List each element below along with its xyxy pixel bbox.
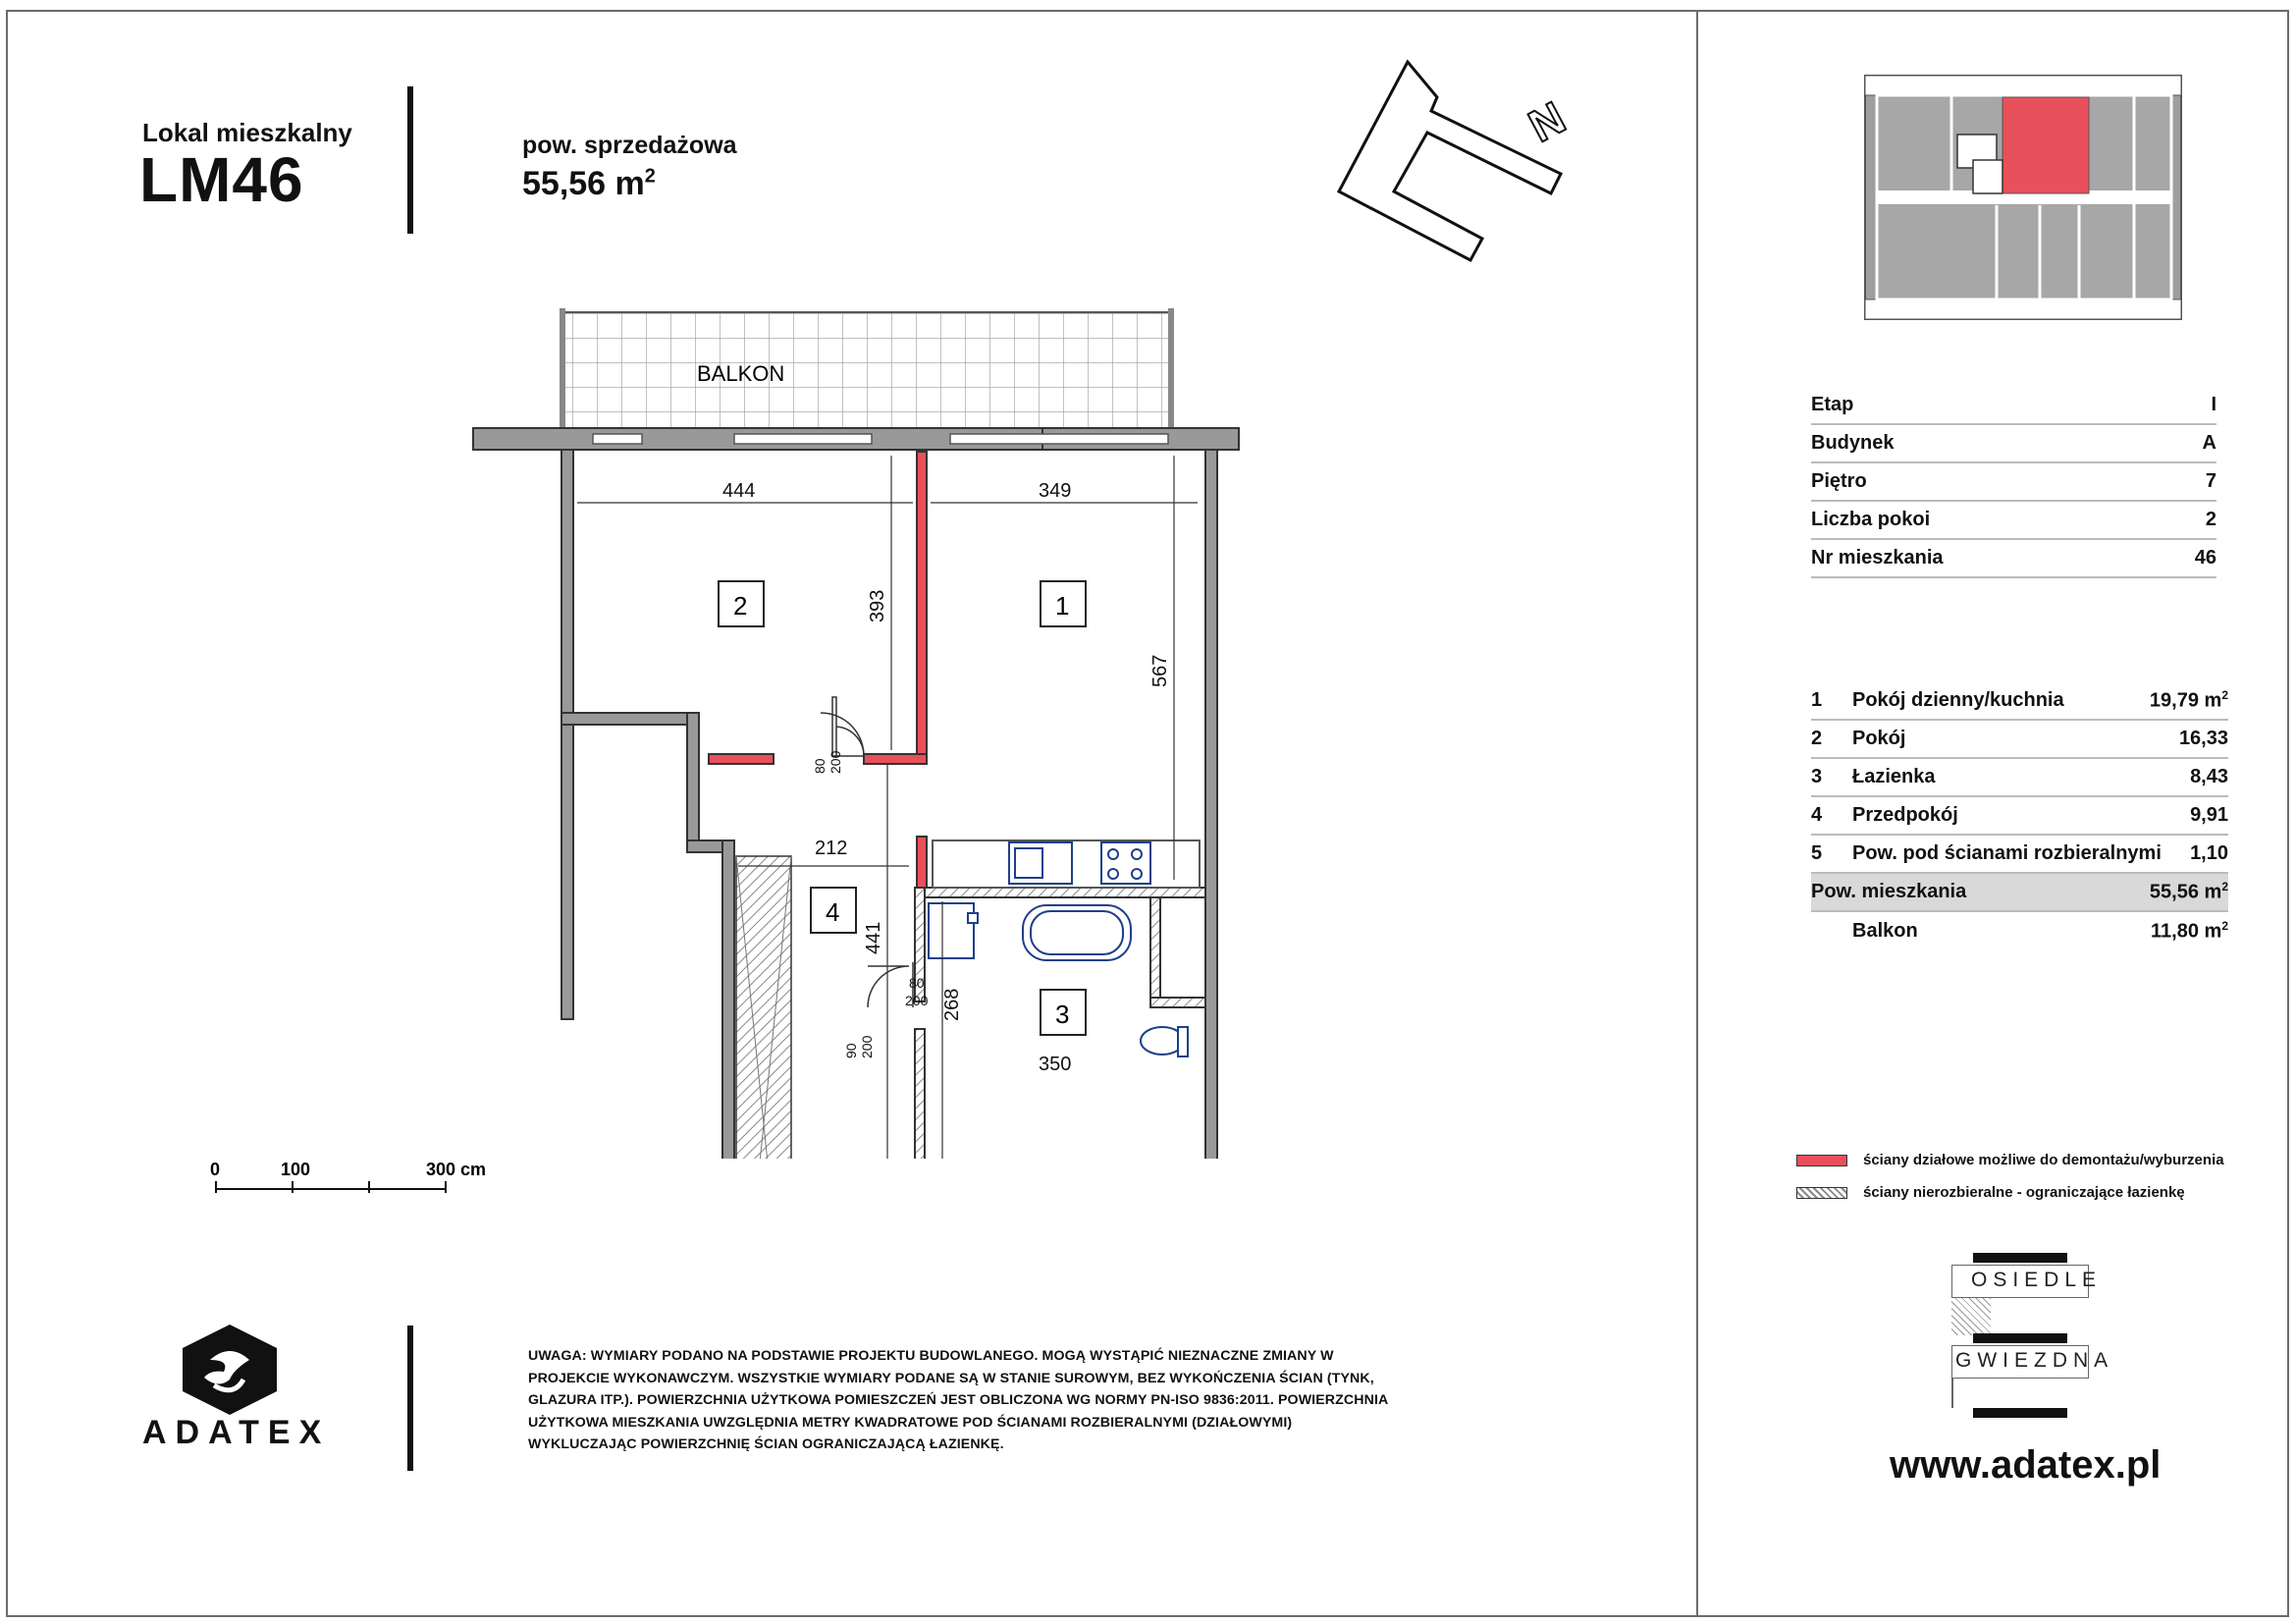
dim-567: 567 xyxy=(1149,654,1171,687)
room-number-3: 3 xyxy=(1055,1000,1070,1029)
kitchen-fixtures xyxy=(933,840,1200,888)
removable-walls xyxy=(709,452,927,888)
brand-hatch xyxy=(1951,1298,1991,1335)
wardrobe xyxy=(736,856,791,1159)
sales-area-value: 55,56 $m^2$ xyxy=(522,165,656,202)
exterior-walls xyxy=(561,450,1229,1159)
table-row: 2 Pokój 16,33 xyxy=(1811,721,2228,759)
footer-divider xyxy=(407,1326,413,1471)
door-a-height: 200 xyxy=(828,750,843,774)
adatex-logo-icon xyxy=(175,1321,285,1419)
notice-text: UWAGA: WYMIARY PODANO NA PODSTAWIE PROJEKTU BUDOWLANEGO. MOGĄ WYSTĄPIĆ NIEZNACZNE ZMIANY W PROJEKCIE WYKONAWCZYM. WSZYSTKIE WYMIARY PODANE SĄ W STANIE SUROWYM, BEZ WYKOŃCZENIA ŚCIAN (TYNK, GLAZURA ITP.). POWIERZCHNIA UŻYTKOWA POMIESZCZEŃ JEST OBLICZONA WG NORMY PN-ISO 9836:2011. POWIERZCHNIA UŻYTKOWA MIESZKANIA UWZGLĘDNIA METRY KWADRATOWE POD ŚCIANAMI ROZBIERALNYMI (DZIAŁOWYMI) WYKLUCZAJĄC POWIERZCHNIĘ ŚCIAN OGRANICZAJĄCĄ ŁAZIENKĘ. xyxy=(528,1348,1388,1452)
hatch-swatch-icon xyxy=(1796,1187,1847,1199)
dim-444: 444 xyxy=(722,480,756,502)
key-plan xyxy=(1863,74,2183,321)
dim-350: 350 xyxy=(1039,1054,1072,1075)
brand-bar-mid xyxy=(1973,1333,2067,1343)
balcony-row: Balkon 11,80 $m^2$ xyxy=(1852,919,2228,943)
table-row: 1 Pokój dzienny/kuchnia 19,79 $m^2$ xyxy=(1811,682,2228,721)
north-arrow-icon xyxy=(1325,54,1600,280)
info-row xyxy=(1811,425,2216,463)
table-row: 3 Łazienka 8,43 xyxy=(1811,759,2228,797)
unit-type-label: Lokal mieszkalny xyxy=(142,118,352,147)
brand-word-osiedle: OSIEDLE xyxy=(1971,1269,2103,1291)
scale-tick-100: 100 xyxy=(281,1160,311,1179)
window-wall xyxy=(473,428,1239,450)
unit-info-table xyxy=(1811,387,2216,578)
dim-393: 393 xyxy=(867,589,888,623)
north-letter: N xyxy=(1520,91,1574,152)
info-row xyxy=(1811,463,2216,502)
dim-268: 268 xyxy=(941,988,963,1021)
info-row xyxy=(1811,387,2216,425)
legend-hatch xyxy=(1796,1184,2185,1201)
brand-bar-top xyxy=(1973,1253,2067,1263)
legend-red-label: ściany działowe możliwe do demontażu/wyburzenia xyxy=(1863,1152,2224,1168)
rooms-table xyxy=(1811,682,2228,950)
sales-area-label: pow. sprzedażowa xyxy=(522,132,737,159)
info-row xyxy=(1811,502,2216,540)
info-label: Liczba pokoi xyxy=(1811,509,1931,530)
info-row xyxy=(1811,540,2216,578)
info-value: A xyxy=(2202,432,2216,454)
door-b-height: 200 xyxy=(905,993,929,1008)
table-row: 4 Przedpokój 9,91 xyxy=(1811,797,2228,836)
dimension-lines xyxy=(577,456,1198,1159)
info-label: Nr mieszkania xyxy=(1811,547,1944,568)
brand-line xyxy=(1951,1379,1953,1408)
info-label: Piętro xyxy=(1811,470,1867,492)
info-label: Budynek xyxy=(1811,432,1895,454)
door-b-width: 80 xyxy=(909,975,925,991)
door-c-width: 90 xyxy=(843,1043,859,1058)
dim-441: 441 xyxy=(863,921,884,954)
info-value: 46 xyxy=(2194,547,2216,568)
adatex-logo-text: ADATEX xyxy=(142,1414,331,1451)
scale-tick-300: 300 cm xyxy=(426,1160,487,1179)
room-number-2: 2 xyxy=(733,591,748,621)
table-row: 5 Pow. pod ścianami rozbieralnymi 1,10 xyxy=(1811,836,2228,874)
total-area-row: Pow. mieszkania 55,56 $m^2$ xyxy=(1811,874,2228,912)
balcony-label: BALKON xyxy=(697,361,785,386)
info-value: 2 xyxy=(2205,509,2216,530)
brand-bar-bottom xyxy=(1973,1408,2067,1418)
room-number-4: 4 xyxy=(826,897,840,927)
unit-code: LM46 xyxy=(139,144,304,215)
info-value: I xyxy=(2211,394,2216,415)
floor-plan xyxy=(452,295,1256,1159)
legend-hatch-label: ściany nierozbieralne - ograniczające łazienkę xyxy=(1863,1184,2185,1201)
header-divider xyxy=(407,86,413,234)
dim-212: 212 xyxy=(815,838,848,859)
scale-tick-0: 0 xyxy=(210,1160,221,1179)
info-value: 7 xyxy=(2205,470,2216,492)
column-separator xyxy=(1696,10,1698,1617)
balcony xyxy=(560,308,1174,436)
dim-349: 349 xyxy=(1039,480,1072,502)
scale-bar xyxy=(206,1154,520,1203)
legend-red xyxy=(1796,1152,2224,1168)
brand-word-gwiezdna: GWIEZDNA xyxy=(1955,1349,2114,1372)
red-swatch-icon xyxy=(1796,1155,1847,1166)
info-label: Etap xyxy=(1811,394,1854,415)
door-c-height: 200 xyxy=(859,1035,875,1058)
room-number-1: 1 xyxy=(1055,591,1070,621)
website-link[interactable]: www.adatex.pl xyxy=(1890,1443,2162,1487)
door-a-width: 80 xyxy=(812,758,828,774)
